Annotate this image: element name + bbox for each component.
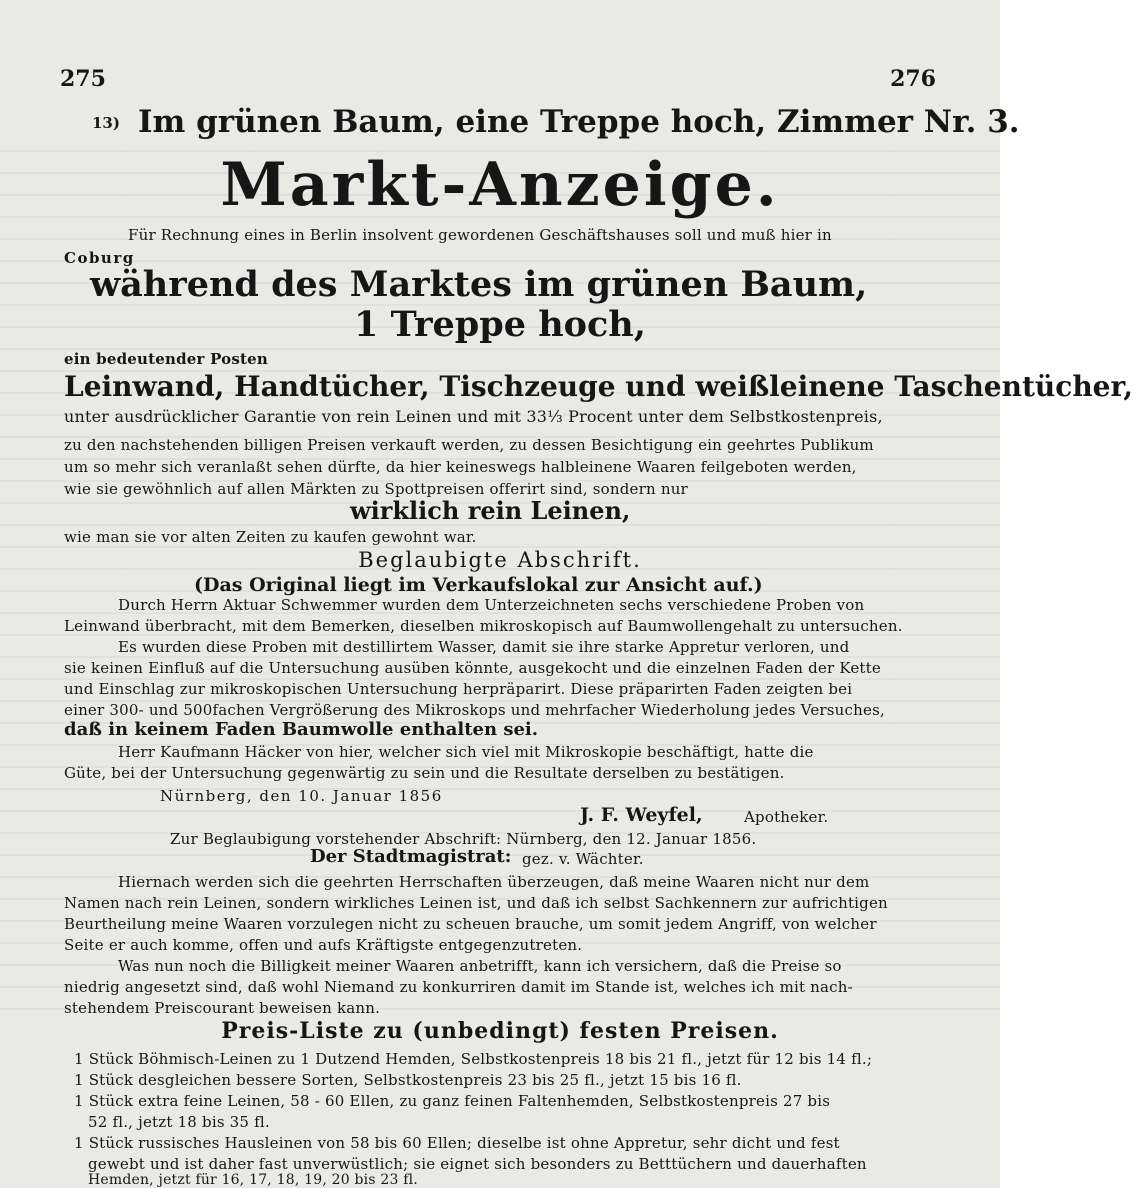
pure-linen-line: wirklich rein Leinen, (350, 496, 631, 525)
price-item-cont: 52 fl., jetzt 18 bis 35 fl. (88, 1113, 270, 1131)
closing-line: stehendem Preiscourant beweisen kann. (64, 999, 381, 1017)
paragraph-line: wie sie gewöhnlich auf allen Märkten zu Spottpreisen offerirt sind, sondern nur (64, 480, 688, 498)
price-list-heading: Preis-Liste zu (unbedingt) festen Preisen. (221, 1018, 779, 1044)
ad-title: Markt-Anzeige. (220, 150, 780, 220)
certificate-line: und Einschlag zur mikroskopischen Untersuchung herpräparirt. Diese präparirten Faden zeigten bei (64, 680, 853, 698)
price-item: 1 Stück russisches Hausleinen von 58 bis 60 Ellen; dieselbe ist ohne Appretur, sehr dicht und fest (74, 1134, 840, 1152)
closing-line: Seite er auch komme, offen und aufs Kräftigste entgegenzutreten. (64, 936, 583, 954)
guarantee-line: unter ausdrücklicher Garantie von rein Leinen und mit 33⅓ Procent unter dem Selbstkostenpreis, (64, 407, 883, 426)
certificate-heading: Beglaubigte Abschrift. (358, 548, 642, 572)
certificate-line: einer 300- und 500fachen Vergrößerung des Mikroskops und mehrfacher Wiederholung jedes Versuches, (64, 701, 885, 719)
paragraph-line: um so mehr sich veranlaßt sehen dürfte, da hier keineswegs halbleinene Waaren feilgeboten werden, (64, 458, 857, 476)
closing-line: Beurtheilung meine Waaren vorzulegen nicht zu scheuen brauche, um somit jedem Angriff, von welcher (64, 915, 877, 933)
certificate-line: Es wurden diese Proben mit destillirtem Wasser, damit sie ihre starke Appretur verloren, und (118, 638, 850, 656)
intro-line: Für Rechnung eines in Berlin insolvent gewordenen Geschäftshauses soll und muß hier in (128, 226, 832, 244)
closing-line: niedrig angesetzt sind, daß wohl Niemand zu konkurriren damit im Stande ist, welches ich mit nach- (64, 978, 853, 996)
paragraph-line: zu den nachstehenden billigen Preisen verkauft werden, zu dessen Besichtigung ein geehrtes Publikum (64, 436, 874, 454)
certificate-line: Durch Herrn Aktuar Schwemmer wurden dem Unterzeichneten sechs verschiedene Proben von (118, 596, 865, 614)
closing-line: Was nun noch die Billigkeit meiner Waaren anbetrifft, kann ich versichern, daß die Preise so (118, 957, 842, 975)
price-item: 1 Stück Böhmisch-Leinen zu 1 Dutzend Hemden, Selbstkostenpreis 18 bis 21 fl., jetzt für 12 bis 14 fl.; (74, 1050, 873, 1068)
certificate-result: daß in keinem Faden Baumwolle enthalten sei. (64, 719, 539, 740)
magistrate-label: Der Stadtmagistrat: (310, 846, 512, 867)
price-item: 1 Stück extra feine Leinen, 58 - 60 Ellen, zu ganz feinen Faltenhemden, Selbstkostenpreis 27 bis (74, 1092, 831, 1110)
magistrate-signature: gez. v. Wächter. (522, 850, 644, 868)
closing-line: Namen nach rein Leinen, sondern wirkliches Leinen ist, und daß ich selbst Sachkennern zur aufrichtigen (64, 894, 888, 912)
certificate-line: sie keinen Einfluß auf die Untersuchung ausüben könnte, ausgekocht und die einzelnen Faden der Kette (64, 659, 881, 677)
price-item-cont: Hemden, jetzt für 16, 17, 18, 19, 20 bis 23 fl. (88, 1172, 418, 1188)
certificate-line: Güte, bei der Untersuchung gegenwärtig zu sein und die Resultate derselben zu bestätigen. (64, 764, 785, 782)
paragraph-line: wie man sie vor alten Zeiten zu kaufen gewohnt war. (64, 528, 477, 546)
ad-number: 13) (92, 114, 120, 132)
city-name: Coburg (64, 249, 135, 267)
page-number-left: 275 (60, 66, 106, 92)
price-item: 1 Stück desgleichen bessere Sorten, Selbstkostenpreis 23 bis 25 fl., jetzt 15 bis 16 fl. (74, 1071, 742, 1089)
signer-title: Apotheker. (744, 808, 829, 826)
certificate-line: Herr Kaufmann Häcker von hier, welcher sich viel mit Mikroskopie beschäftigt, hatte die (118, 743, 814, 761)
certificate-note: (Das Original liegt im Verkaufslokal zur Ansicht auf.) (194, 574, 763, 596)
place-date: Nürnberg, den 10. Januar 1856 (160, 787, 443, 805)
posten-line: ein bedeutender Posten (64, 350, 268, 368)
goods-line: Leinwand, Handtücher, Tischzeuge und weißleinene Taschentücher, (64, 370, 1133, 403)
price-item-cont: gewebt und ist daher fast unverwüstlich; sie eignet sich besonders zu Betttüchern und dauerhaften (88, 1155, 867, 1173)
signer-name: J. F. Weyfel, (580, 804, 703, 826)
certificate-line: Leinwand überbracht, mit dem Bemerken, dieselben mikroskopisch auf Baumwollengehalt zu untersuchen. (64, 617, 903, 635)
stairs-line: 1 Treppe hoch, (354, 304, 646, 345)
attestation-line: Zur Beglaubigung vorstehender Abschrift: Nürnberg, den 12. Januar 1856. (170, 830, 757, 848)
page-number-right: 276 (890, 66, 936, 92)
market-line: während des Marktes im grünen Baum, (90, 264, 868, 305)
closing-line: Hiernach werden sich die geehrten Herrschaften überzeugen, daß meine Waaren nicht nur dem (118, 873, 870, 891)
ad-location: Im grünen Baum, eine Treppe hoch, Zimmer Nr. 3. (138, 104, 1020, 140)
